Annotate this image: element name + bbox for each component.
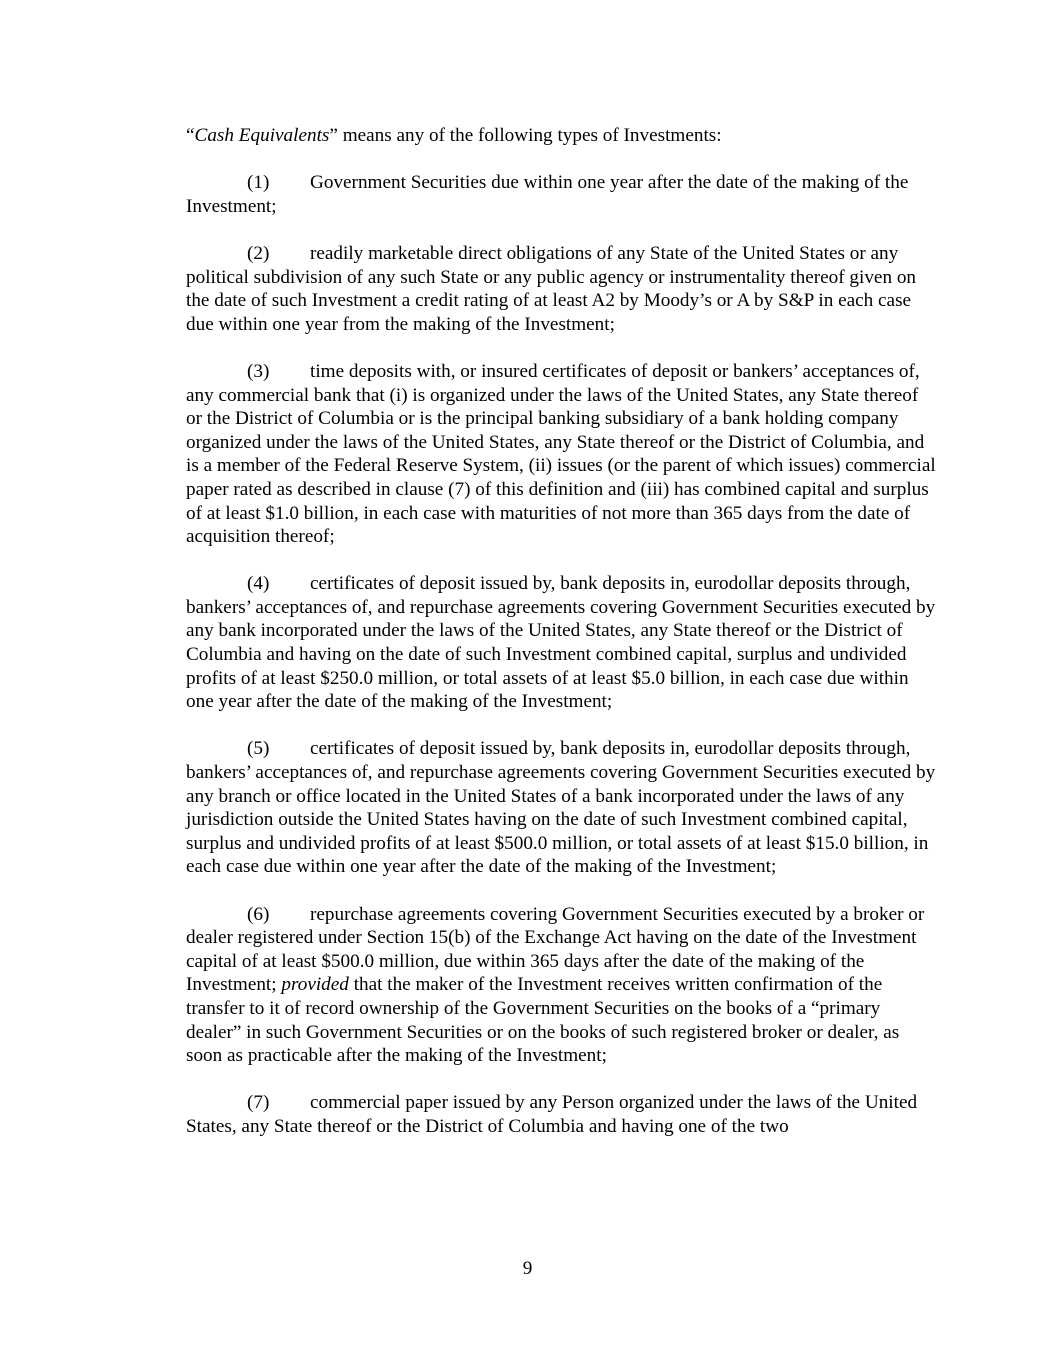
clause-number: (1) [247, 172, 270, 194]
clause-number: (3) [247, 360, 270, 382]
close-quote: ” [329, 125, 338, 146]
clause-4 [186, 572, 938, 714]
clause-text: repurchase agreements covering Government Securities executed by a broker or dealer registered under Section 15(b) of the Exchange Act having on the date of the Investment capital of at least $500.0 million, due within 365 days after the date of the making of the Investment; [186, 903, 925, 996]
clause-2 [186, 242, 938, 336]
clause-text-continued: that the maker of the Investment receives written confirmation of the transfer to it of record ownership of the Government Securities on the books of a “primary dealer” in such Government Securities or on the books of such registered broker or dealer, as soon as practicable after the making of the Investment; [186, 974, 900, 1067]
document-body [186, 124, 938, 1162]
clause-text: certificates of deposit issued by, bank deposits in, eurodollar deposits through, bankers’ acceptances of, and repurchase agreements covering Government Securities executed by any branch or office located in the United States of a bank incorporated under the laws of any jurisdiction outside the United States having on the date of such Investment combined capital, surplus and undivided profits of at least $500.0 million, or total assets of at least $15.0 billion, in each case due within one year after the date of the making of the Investment; [186, 738, 936, 878]
open-quote: “ [186, 125, 195, 146]
clause-text: commercial paper issued by any Person organized under the laws of the United States, any State thereof or the District of Columbia and having one of the two [186, 1092, 918, 1137]
clause-3 [186, 360, 938, 549]
definition-intro [186, 124, 938, 148]
clause-number: (4) [247, 573, 270, 595]
clause-5 [186, 737, 938, 879]
defined-term: Cash Equivalents [194, 125, 330, 146]
clause-number: (2) [247, 242, 270, 264]
clause-text: Government Securities due within one year after the date of the making of the Investment; [186, 172, 909, 217]
clause-7 [186, 1091, 938, 1138]
clause-text: certificates of deposit issued by, bank deposits in, eurodollar deposits through, bankers’ acceptances of, and repurchase agreements covering Government Securities executed by any bank incorporated under the laws of the United States, any State thereof or the District of Columbia and having on the date of such Investment combined capital, surplus and undivided profits of at least $250.0 million, or total assets of at least $5.0 billion, in each case due within one year after the date of the making of the Investment; [186, 573, 936, 713]
clause-6 [186, 903, 938, 1068]
clause-1 [186, 171, 938, 218]
clause-number: (5) [247, 738, 270, 760]
clause-text: time deposits with, or insured certificates of deposit or bankers’ acceptances of, any commercial bank that (i) is organized under the laws of the United States, any State thereof or the District of Columbia or is the principal banking subsidiary of a bank holding company organized under the laws of the United States, any State thereof or the District of Columbia, and is a member of the Federal Reserve System, (ii) issues (or the parent of which issues) commercial paper rated as described in clause (7) of this definition and (iii) has combined capital and surplus of at least $1.0 billion, in each case with maturities of not more than 365 days from the date of acquisition thereof; [186, 360, 936, 548]
definition-intro-text: means any of the following types of Investments: [337, 125, 722, 146]
clause-text: readily marketable direct obligations of any State of the United States or any political subdivision of any such State or any public agency or instrumentality thereof given on the date of such Investment a credit rating of at least A2 by Moody’s or A by S&P in each case due within one year from the making of the Investment; [186, 242, 917, 335]
clause-number: (7) [247, 1092, 270, 1114]
clause-emphasis: provided [281, 974, 349, 996]
clause-number: (6) [247, 903, 270, 925]
page-number: 9 [522, 1258, 533, 1279]
